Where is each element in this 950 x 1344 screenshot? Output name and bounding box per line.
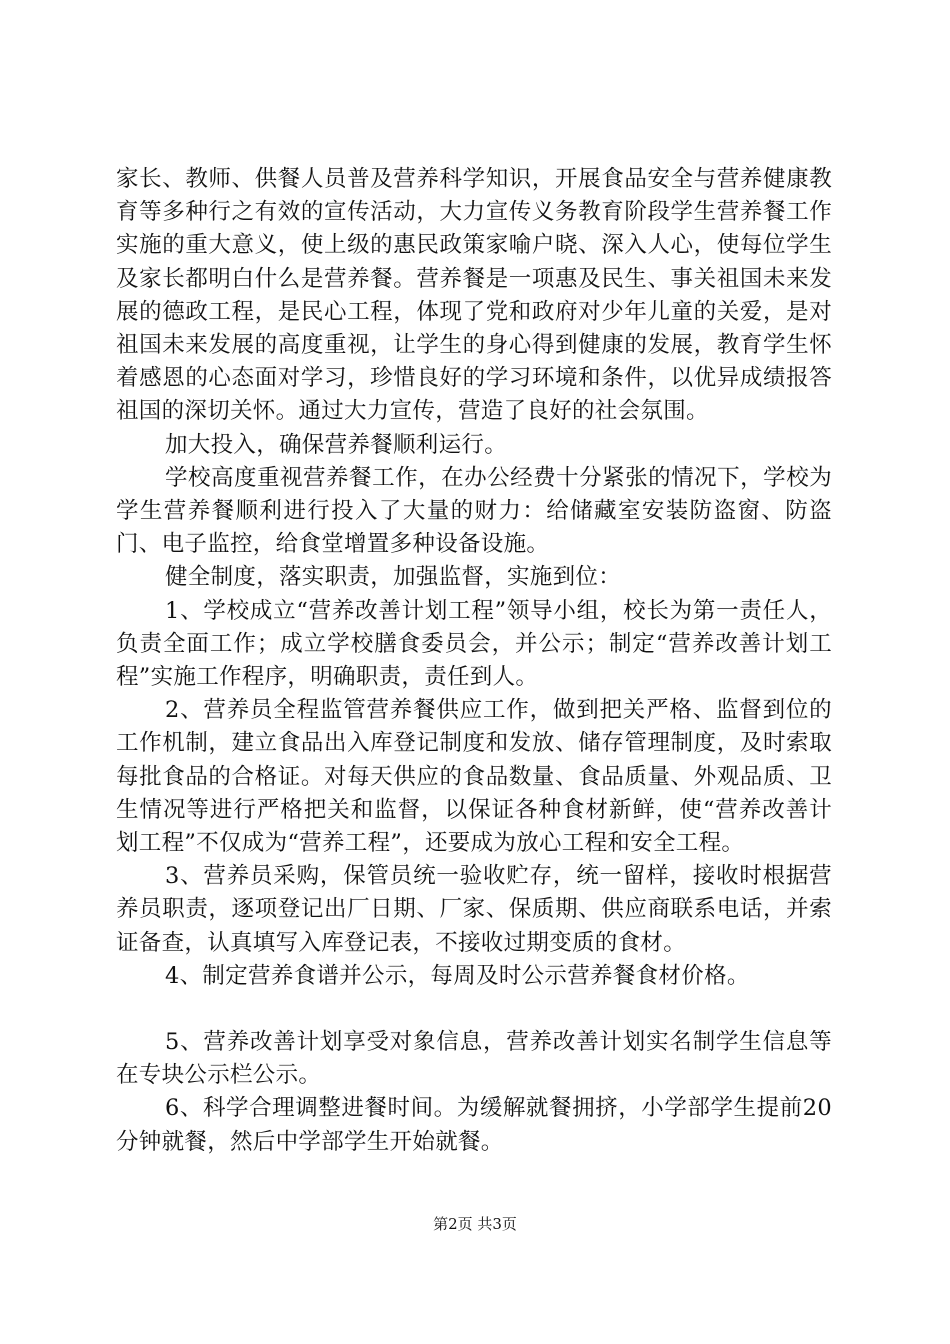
list-item-3: 3、营养员采购，保管员统一验收贮存，统一留样，接收时根据营养员职责，逐项登记出厂日期、厂家、保质期、供应商联系电话，并索证备查，认真填写入库登记表，不接收过期变质的食材。 [116,863,832,956]
list-item-2: 2、营养员全程监管营养餐供应工作，做到把关严格、监督到位的工作机制，建立食品出入库登记制度和发放、储存管理制度，及时索取每批食品的合格证。对每天供应的食品数量、食品质量、外观品质、卫生情况等进行严格把关和监督，以保证各种食材新鲜，使“营养改善计划工程”不仅成为“营养工程”，还要成为放心工程和安全工程。 [116,697,832,857]
list-item-4: 4、制定营养食谱并公示，每周及时公示营养餐食材价格。 [165,962,750,989]
list-item-1: 1、学校成立“营养改善计划工程”领导小组，校长为第一责任人，负责全面工作；成立学校膳食委员会，并公示；制定“营养改善计划工程”实施工作程序，明确职责，责任到人。 [116,597,832,691]
page-number-footer: 第2页 共3页 [433,1215,517,1233]
paragraph-investment-details: 学校高度重视营养餐工作，在办公经费十分紧张的情况下，学校为学生营养餐顺利进行投入了大量的财力：给储藏室安装防盗窗、防盗门、电子监控，给食堂增置多种设备设施。 [116,464,832,558]
document-body [116,163,832,1159]
heading-improve-system: 健全制度，落实职责，加强监督，实施到位： [165,564,622,591]
paragraph-publicity-continued: 家长、教师、供餐人员普及营养科学知识，开展食品安全与营养健康教育等多种行之有效的宣传活动，大力宣传义务教育阶段学生营养餐工作实施的重大意义，使上级的惠民政策家喻户晓、深入人心，使每位学生及家长都明白什么是营养餐。营养餐是一项惠及民生、事关祖国未来发展的德政工程，是民心工程，体现了党和政府对少年儿童的关爱，是对祖国未来发展的高度重视，让学生的身心得到健康的发展，教育学生怀着感恩的心态面对学习，珍惜良好的学习环境和条件，以优异成绩报答祖国的深切关怀。通过大力宣传，营造了良好的社会氛围。 [116,166,832,425]
list-item-6: 6、科学合理调整进餐时间。为缓解就餐拥挤，小学部学生提前20分钟就餐，然后中学部学生开始就餐。 [116,1095,832,1155]
list-item-5: 5、营养改善计划享受对象信息，营养改善计划实名制学生信息等在专块公示栏公示。 [116,1029,832,1089]
heading-increase-investment: 加大投入，确保营养餐顺利运行。 [165,431,508,458]
